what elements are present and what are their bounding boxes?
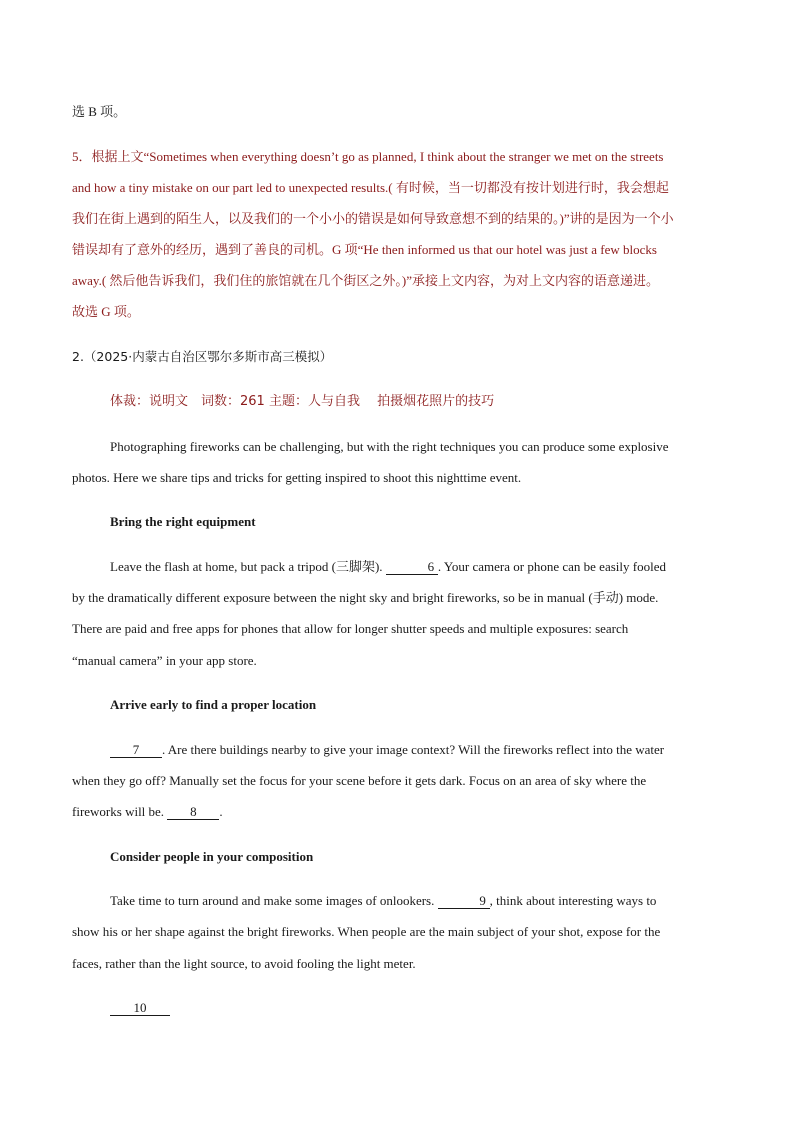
blank-10[interactable]: 10	[110, 1000, 170, 1016]
explanation-line: 我们在街上遇到的陌生人，以及我们的一个小小的错误是如何导致意想不到的结果的。)”讲的是因为一个小	[72, 211, 674, 226]
section-heading: Consider people in your composition	[110, 849, 314, 864]
passage-line: photos. Here we share tips and tricks for getting inspired to shoot this nighttime event.	[72, 470, 522, 485]
explanation-line: 故选 G 项。	[72, 304, 140, 319]
blank-7[interactable]: 7	[110, 742, 162, 758]
passage-text: . Are there buildings nearby to give your image context? Will the fireworks reflect into the water	[162, 742, 665, 757]
passage-text: , think about interesting ways to	[489, 893, 657, 908]
passage-line	[72, 551, 722, 582]
section-heading: Arrive early to find a proper location	[110, 697, 317, 712]
blank-8[interactable]: 8	[167, 804, 219, 820]
passage-line: Photographing fireworks can be challenging, but with the right techniques you can produce some explosive	[110, 439, 669, 454]
passage-line: There are paid and free apps for phones that allow for longer shutter speeds and multiple exposures: search	[72, 621, 629, 636]
passage-text: fireworks will be.	[72, 804, 165, 819]
passage-line: when they go off? Manually set the focus for your scene before it gets dark. Focus on an area of sky where the	[72, 773, 647, 788]
explanation-line: 错误却有了意外的经历，遇到了善良的司机。G 项“He then informed us that our hotel was just a few blocks	[72, 242, 657, 257]
passage-text: Take time to turn around and make some images of onlookers.	[110, 893, 435, 908]
question-source: 2.（2025·内蒙古自治区鄂尔多斯市高三模拟）	[72, 349, 333, 364]
passage-line: faces, rather than the light source, to avoid fooling the light meter.	[72, 956, 416, 971]
previous-answer-tail: 选 B 项。	[72, 104, 127, 119]
explanation-line: away.( 然后他告诉我们，我们住的旅馆就在几个街区之外。)”承接上文内容，为对上文内容的语意递进。	[72, 273, 660, 288]
passage-meta: 体裁：说明文 词数：261 主题：人与自我 拍摄烟花照片的技巧	[110, 394, 495, 409]
passage-text: .	[219, 804, 223, 819]
passage-line	[72, 885, 722, 916]
passage-line	[72, 796, 722, 827]
passage-line	[110, 992, 760, 1023]
passage-line	[110, 734, 722, 765]
blank-9[interactable]: 9	[438, 893, 490, 909]
passage-text: Leave the flash at home, but pack a tripod (三脚架).	[110, 559, 383, 574]
explanation-line: 5．根据上文“Sometimes when everything doesn’t go as planned, I think about the stranger we met on the streets	[72, 149, 664, 164]
passage-line: show his or her shape against the bright fireworks. When people are the main subject of your shot, expose for the	[72, 924, 661, 939]
blank-6[interactable]: 6	[386, 559, 438, 575]
passage-line: by the dramatically different exposure between the night sky and bright fireworks, so be in manual (手动) mode.	[72, 590, 659, 605]
explanation-line: and how a tiny mistake on our part led to unexpected results.( 有时候，当一切都没有按计划进行时，我会想起	[72, 180, 669, 195]
passage-line: “manual camera” in your app store.	[72, 653, 257, 668]
section-heading: Bring the right equipment	[110, 514, 256, 529]
passage-text: . Your camera or phone can be easily fooled	[437, 559, 666, 574]
